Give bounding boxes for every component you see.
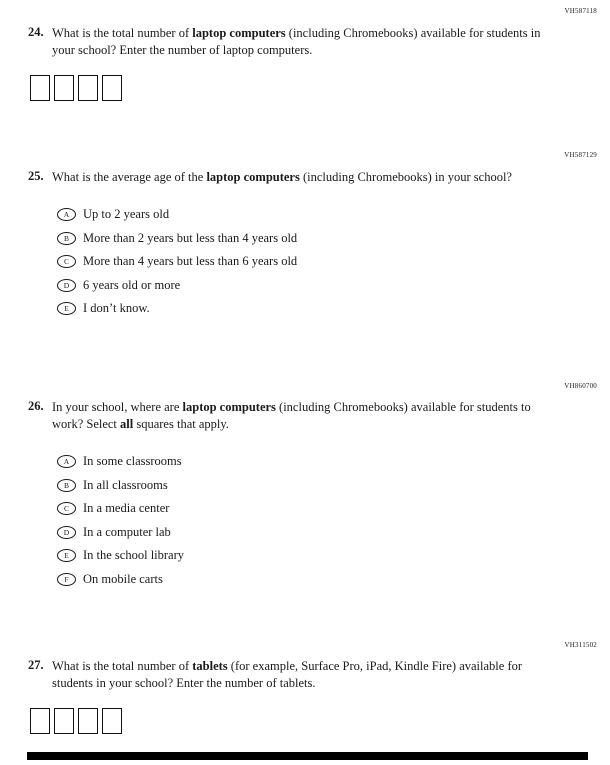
answer-oval[interactable] [57,232,76,245]
option-label: I don’t know. [83,301,150,316]
question-text-bold: all [120,416,134,431]
oval-letter: F [64,574,69,584]
oval-letter: E [64,551,69,560]
oval-letter: A [63,457,70,466]
answer-oval[interactable] [57,526,76,539]
question-text-bold: tablets [192,659,228,673]
question-text-part: What is the total number of [52,26,193,40]
question-text-bold: laptop computers [182,400,276,414]
digit-box[interactable] [78,708,98,734]
options-q25 [57,203,568,321]
oval-letter: E [64,304,69,314]
options-q26 [57,450,568,591]
option-row [57,250,568,274]
option-row [57,497,568,521]
oval-letter: C [63,504,69,513]
option-label: More than 2 years but less than 4 years old [83,230,298,245]
page-footer-bar [27,752,588,760]
option-label: More than 4 years but less than 6 years old [83,254,298,269]
question-text-part: (for example, Surface Pro, iPad, Kindle Fire) available for students in your school? Enter the number of tablets. [52,659,523,690]
question-text [52,399,542,433]
question-text-part: (including Chromebooks) in your school? [299,170,512,184]
question-text-part: What is the total number of [52,659,193,673]
digit-box[interactable] [54,708,74,734]
option-label: 6 years old or more [83,277,181,292]
question-text-part: What is the average age of the [52,170,207,184]
question-text [52,25,542,59]
number-entry-q24 [30,75,568,101]
option-label: In all classrooms [83,477,168,492]
question-text-part: (including Chromebooks) available for students to work? Select [52,400,531,431]
digit-box[interactable] [78,75,98,101]
option-row [57,450,568,474]
oval-letter: D [63,280,70,290]
digit-box[interactable] [30,75,50,101]
question-number: 25. [28,169,44,183]
question-25 [28,169,568,320]
option-label: In the school library [83,548,185,562]
answer-oval[interactable] [57,549,76,562]
question-number: 26. [28,399,44,413]
question-text-part: squares that apply. [133,416,229,431]
option-row [57,297,568,321]
option-label: In a media center [83,501,170,515]
option-row [57,544,568,568]
question-text-bold: laptop computers [192,26,286,40]
option-row [57,203,568,227]
question-27 [28,658,568,734]
oval-letter: A [63,210,70,220]
item-code-q24: VH587118 [564,7,597,15]
question-number: 24. [28,25,44,39]
option-row [57,226,568,250]
answer-oval[interactable] [57,302,76,315]
option-row [57,520,568,544]
option-row [57,273,568,297]
answer-oval[interactable] [57,279,76,292]
answer-oval[interactable] [57,502,76,515]
digit-box[interactable] [54,75,74,101]
question-text-part: In your school, where are [52,400,183,414]
question-text-bold: laptop computers [206,170,300,184]
oval-letter: D [63,527,70,537]
answer-oval[interactable] [57,208,76,221]
question-text [52,169,542,186]
digit-box[interactable] [102,75,122,101]
digit-box[interactable] [30,708,50,734]
option-label: On mobile carts [83,571,163,586]
question-24 [28,25,568,101]
question-text [52,658,542,692]
option-label: In a computer lab [83,524,171,539]
option-row [57,567,568,591]
item-code-q26: VH860700 [564,382,597,390]
question-text-part: (including Chromebooks) available for students in your school? Enter the number of laptop computers. [52,26,541,57]
answer-oval[interactable] [57,573,76,586]
item-code-q27: VH311502 [564,641,597,649]
question-26 [28,399,568,591]
oval-letter: C [63,257,69,267]
item-code-q25: VH587129 [564,151,597,159]
answer-oval[interactable] [57,455,76,468]
option-label: In some classrooms [83,454,182,468]
question-number: 27. [28,658,44,672]
digit-box[interactable] [102,708,122,734]
answer-oval[interactable] [57,255,76,268]
oval-letter: B [63,480,69,490]
option-row [57,473,568,497]
option-label: Up to 2 years old [83,207,170,222]
answer-oval[interactable] [57,479,76,492]
number-entry-q27 [30,708,568,734]
oval-letter: B [63,233,69,243]
